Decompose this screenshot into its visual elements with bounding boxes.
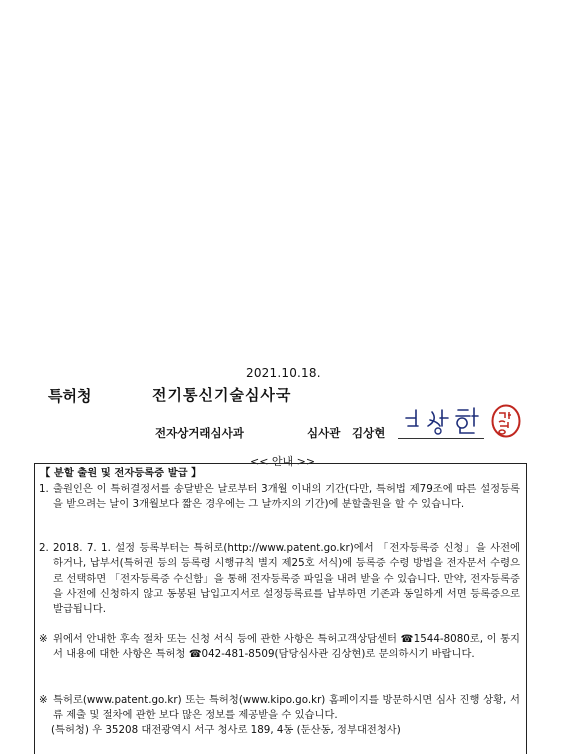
guide-note-website (39, 693, 520, 724)
item-number: 2. (39, 542, 49, 554)
division-name: 전자상거래심사과 (155, 426, 244, 440)
guide-note-contact (39, 632, 520, 663)
organization-name: 특허청 (48, 387, 92, 405)
guide-item-2 (39, 541, 520, 617)
examiner-name: 김상현 (352, 426, 386, 440)
guide-title: << 안내 >> (250, 455, 316, 468)
bureau-name: 전기통신기술심사국 (152, 386, 292, 404)
guide-item-1 (39, 482, 520, 513)
item-text: 2018. 7. 1. 설정 등록부터는 특허로(http://www.patent.go.kr)에서 「전자등록증 신청」을 사전에 하거나, 납부서(특허권 등의 등록령 시행규칙 별지 제25호 서식)에 등록증 수령 방법을 전자문서 수령으로 선택하면 「전자등록증 수신함」을 통해 전자등록증 파일을 내려 받을 수 있습니다. 만약, 전자등록증을 사전에 신청하지 않고 동봉된 납입고지서로 설정등록료를 납부하면 기존과 동일하게 서면 등록증으로 발급됩니다. (53, 542, 520, 616)
note-text: 위에서 안내한 후속 절차 또는 신청 서식 등에 관한 사항은 특허고객상담센터 ☎1544-8080로, 이 통지서 내용에 대한 사항은 특허청 ☎042-481-8509(담당심사관 김상현)로 문의하시기 바랍니다. (53, 633, 520, 661)
reference-mark-icon: ※ (39, 694, 48, 706)
office-address: (특허청) 우 35208 대전광역시 서구 청사로 189, 4동 (둔산동, 정부대전청사) (51, 724, 401, 736)
guide-box (34, 463, 527, 754)
reference-mark-icon: ※ (39, 633, 48, 645)
issue-date: 2021.10.18. (246, 366, 321, 380)
note-text: 특허로(www.patent.go.kr) 또는 특허청(www.kipo.go.kr) 홈페이지를 방문하시면 심사 진행 상황, 서류 제출 및 절차에 관한 보다 많은 정보를 제공받을 수 있습니다. (53, 694, 520, 722)
item-number: 1. (39, 483, 49, 495)
examiner-title: 심사관 (307, 426, 341, 440)
signature-line (398, 438, 484, 439)
examiner-seal-icon (491, 404, 521, 438)
handwritten-signature (396, 404, 488, 436)
guide-header: 【 분할 출원 및 전자등록증 발급 】 (40, 467, 202, 479)
item-text: 출원인은 이 특허결정서를 송달받은 날로부터 3개월 이내의 기간(다만, 특허법 제79조에 따른 설정등록을 받으려는 날이 3개월보다 짧은 경우에는 그 날까지의 기간)에 분할출원을 할 수 있습니다. (53, 483, 520, 511)
